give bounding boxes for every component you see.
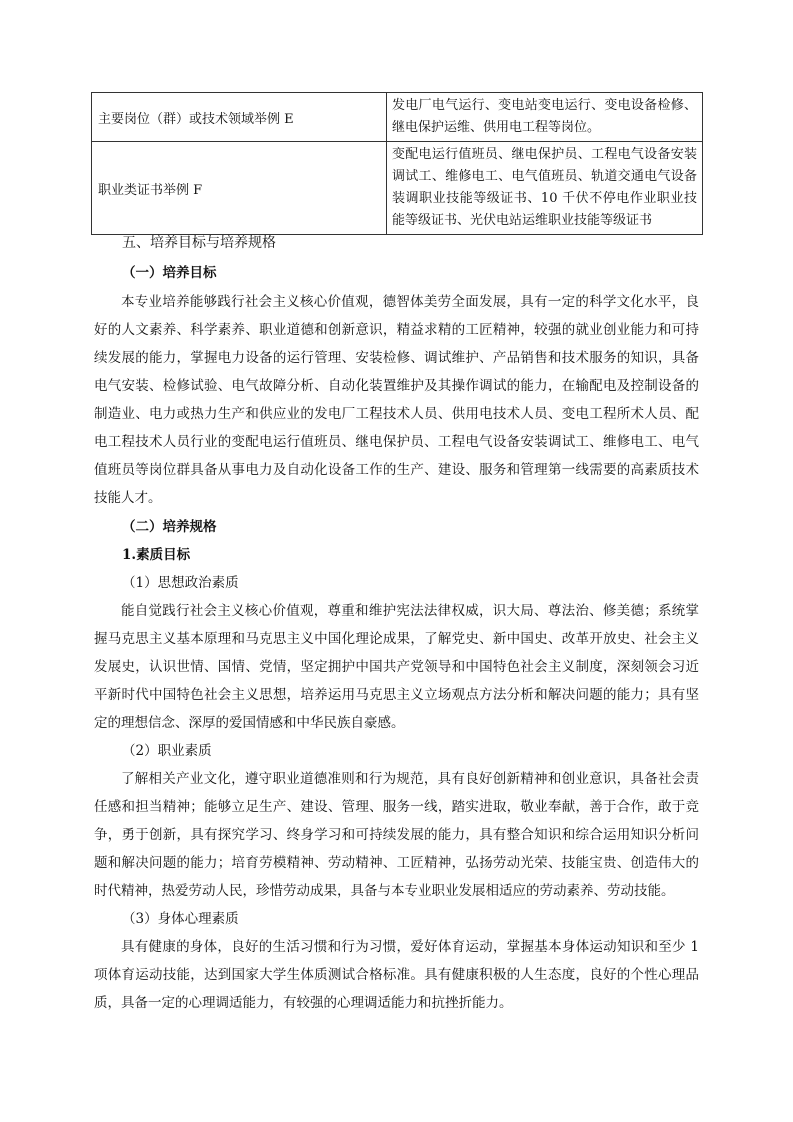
professional-quality-title: （2）职业素质 (122, 743, 212, 759)
table-row (92, 93, 703, 142)
table-label-cell: 主要岗位（群）或技术领域举例 E (92, 93, 387, 142)
political-quality-title: （1）思想政治素质 (122, 575, 239, 591)
quality-heading: 1.素质目标 (122, 547, 191, 563)
section-content (94, 228, 699, 1017)
political-quality-paragraph: 能自觉践行社会主义核心价值观，尊重和维护宪法法律权威，识大局、尊法治、修美德；系统掌握马克思主义基本原理和马克思主义中国化理论成果，了解党史、新中国史、改革开放史、社会主义发展史，认识世情、国情、党情，坚定拥护中国共产党领导和中国特色社会主义制度，深刻领会习近平新时代中国特色社会主义思想，培养运用马克思主义立场观点方法分析和解决问题的能力；具有坚定的理想信念、深厚的爱国情感和中华民族自豪感。 (94, 603, 699, 731)
table-value-cell: 变配电运行值班员、继电保护员、工程电气设备安装调试工、维修电工、电气值班员、轨道交通电气设备装调职业技能等级证书、10 千伏不停电作业职业技能等级证书、光伏电站运维职业技能等级证书 (387, 142, 703, 235)
physical-mental-quality-title: （3）身体心理素质 (122, 911, 239, 927)
goal-heading: （一）培养目标 (122, 265, 217, 281)
table-label-cell: 职业类证书举例 F (92, 142, 387, 235)
table-row (92, 142, 703, 235)
professional-quality-paragraph: 了解相关产业文化，遵守职业道德准则和行为规范，具有良好创新精神和创业意识，具备社会责任感和担当精神；能够立足生产、建设、管理、服务一线，踏实进取，敬业奉献，善于合作，敢于竞争，勇于创新，具有探究学习、终身学习和可持续发展的能力，具有整合知识和综合运用知识分析问题和解决问题的能力；培育劳模精神、劳动精神、工匠精神，弘扬劳动光荣、技能宝贵、创造伟大的时代精神，热爱劳动人民，珍惜劳动成果，具备与本专业职业发展相适应的劳动素养、劳动技能。 (94, 771, 699, 899)
section-title: 五、培养目标与培养规格 (122, 235, 276, 251)
goal-paragraph: 本专业培养能够践行社会主义核心价值观，德智体美劳全面发展，具有一定的科学文化水平，良好的人文素养、科学素养、职业道德和创新意识，精益求精的工匠精神，较强的就业创业能力和可持续发展的能力，掌握电力设备的运行管理、安装检修、调试维护、产品销售和技术服务的知识，具备电气安装、检修试验、电气故障分析、自动化装置维护及其操作调试的能力，在输配电及控制设备的制造业、电力或热力生产和供应业的发电厂工程技术人员、供用电技术人员、变电工程所术人员、配电工程技术人员行业的变配电运行值班员、继电保护员、工程电气设备安装调试工、维修电工、电气值班员等岗位群具备从事电力及自动化设备工作的生产、建设、服务和管理第一线需要的高素质技术技能人才。 (94, 294, 699, 506)
table-value-cell: 发电厂电气运行、变电站变电运行、变电设备检修、继电保护运维、供用电工程等岗位。 (387, 93, 703, 142)
spec-heading: （二）培养规格 (122, 519, 217, 535)
job-certificate-table (91, 92, 703, 235)
physical-mental-quality-paragraph: 具有健康的身体，良好的生活习惯和行为习惯，爱好体育运动，掌握基本身体运动知识和至少 1 项体育运动技能，达到国家大学生体质测试合格标准。具有健康积极的人生态度，良好的个性心理品质，具备一定的心理调适能力，有较强的心理调适能力和抗挫折能力。 (94, 939, 699, 1011)
